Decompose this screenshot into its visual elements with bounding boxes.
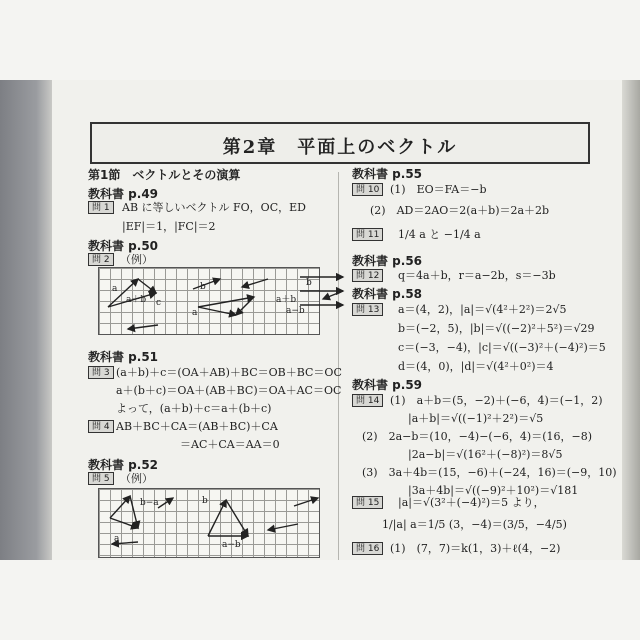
grid-label: b [202, 496, 208, 506]
vector-arrow [110, 518, 138, 528]
answer-line: ＝AC＋CA＝AA＝0 [180, 438, 280, 451]
vector-arrow [226, 500, 248, 536]
vector-arrow [138, 279, 156, 293]
answer-line: c＝(−3，−4)，|c|＝√((−3)²＋(−4)²)＝5 [398, 341, 606, 354]
answer-line: AB＋BC＋CA＝(AB＋BC)＋CA [116, 420, 278, 433]
problem-tag: 問 4 [88, 420, 114, 433]
grid-label: b−a [140, 498, 159, 508]
grid-label: a−b [286, 306, 305, 316]
problem-tag: 問 2 [88, 253, 114, 266]
vector-arrow [158, 498, 173, 508]
answer-line: よって，(a＋b)＋c＝a＋(b＋c) [116, 402, 272, 415]
problem-tag: 問 1 [88, 201, 114, 214]
textbook-page-ref: 教科書 p.49 [88, 187, 159, 201]
example-label: （例） [120, 472, 153, 485]
problem-tag: 問 3 [88, 366, 114, 379]
answer-line: b＝(−2，5)，|b|＝√((−2)²＋5²)＝√29 [398, 322, 595, 335]
vector-arrow [110, 496, 130, 518]
problem-tag: 問 13 [352, 303, 383, 316]
grid-label: c [156, 298, 162, 308]
textbook-page-ref: 教科書 p.52 [88, 458, 159, 472]
textbook-page-ref: 教科書 p.50 [88, 239, 159, 253]
answer-line: a＋(b＋c)＝OA＋(AB＋BC)＝OA＋AC＝OC [116, 384, 342, 397]
answer-line: q＝4a＋b，r＝a−2b，s＝−3b [398, 269, 556, 282]
vector-arrow [198, 307, 236, 315]
problem-tag: 問 14 [352, 394, 383, 407]
answer-line: |EF|＝1，|FC|＝2 [122, 220, 216, 233]
grid-label: a−b [222, 540, 241, 550]
answer-line: (2) AD＝2AO＝2(a＋b)＝2a＋2b [370, 204, 550, 217]
vector-arrow [193, 279, 220, 289]
grid-label: b [200, 282, 206, 292]
answer-line: (1) EO＝FA＝−b [390, 183, 487, 196]
grid-label: a [192, 308, 198, 318]
section-title: 第1節 ベクトルとその演算 [88, 168, 241, 182]
problem-tag: 問 5 [88, 472, 114, 485]
answer-line: |a＋b|＝√((−1)²＋2²)＝√5 [408, 412, 544, 425]
answer-line: d＝(4，0)，|d|＝√(4²＋0²)＝4 [398, 360, 554, 373]
example-label: （例） [120, 253, 153, 266]
vector-arrow [294, 498, 318, 506]
answer-line: a＝(4，2)，|a|＝√(4²＋2²)＝2√5 [398, 303, 567, 316]
problem-tag: 問 16 [352, 542, 383, 555]
grid-label: a＋b [276, 295, 297, 305]
vector-arrows [98, 488, 318, 556]
photo-background-bottom [0, 560, 640, 640]
answer-line: (3) 3a＋4b＝(15，−6)＋(−24，16)＝(−9，10) [362, 466, 617, 479]
vector-arrow [208, 500, 226, 536]
vector-arrow [130, 496, 138, 528]
answer-line: 1/4 a と −1/4 a [398, 228, 481, 241]
vector-arrow [242, 279, 268, 287]
textbook-page-ref: 教科書 p.51 [88, 350, 159, 364]
textbook-page-ref: 教科書 p.59 [352, 378, 423, 392]
problem-tag: 問 10 [352, 183, 383, 196]
vector-arrow [128, 325, 158, 329]
answer-line: |2a−b|＝√(16²＋(−8)²)＝8√5 [408, 448, 563, 461]
photo-shadow-right [622, 80, 640, 560]
problem-tag: 問 11 [352, 228, 383, 241]
book-page [52, 80, 622, 560]
chapter-title: 第2章 平面上のベクトル [222, 137, 458, 158]
answer-line: (2) 2a−b＝(10，−4)−(−6，4)＝(16，−8) [362, 430, 593, 443]
grid-label: a [114, 534, 120, 544]
grid-label: b [306, 278, 312, 288]
problem-tag: 問 12 [352, 269, 383, 282]
photo-shadow-left [0, 80, 52, 560]
chapter-header [90, 122, 590, 164]
answer-line: |a|＝√(3²＋(−4)²)＝5 より， [398, 496, 545, 509]
vector-arrow [268, 524, 298, 530]
problem-tag: 問 15 [352, 496, 383, 509]
answer-line: (a＋b)＋c＝(OA＋AB)＋BC＝OB＋BC＝OC [116, 366, 342, 379]
answer-line: (1) a＋b＝(5，−2)＋(−6，4)＝(−1，2) [390, 394, 603, 407]
grid-label: a [112, 284, 118, 294]
grid-label: a＋b [126, 295, 147, 305]
textbook-page-ref: 教科書 p.58 [352, 287, 423, 301]
answer-line: 1/|a| a＝1/5 (3，−4)＝(3/5，−4/5) [382, 518, 567, 531]
textbook-page-ref: 教科書 p.55 [352, 167, 423, 181]
photo-background-top [0, 0, 640, 80]
answer-line: |3a＋4b|＝√((−9)²＋10²)＝√181 [408, 484, 579, 497]
textbook-page-ref: 教科書 p.56 [352, 254, 423, 268]
vector-arrow [323, 291, 343, 299]
answer-line: (1) (7，7)＝k(1，3)＋ℓ(4，−2) [390, 542, 561, 555]
answer-line: AB に等しいベクトル FO，OC，ED [122, 201, 306, 214]
